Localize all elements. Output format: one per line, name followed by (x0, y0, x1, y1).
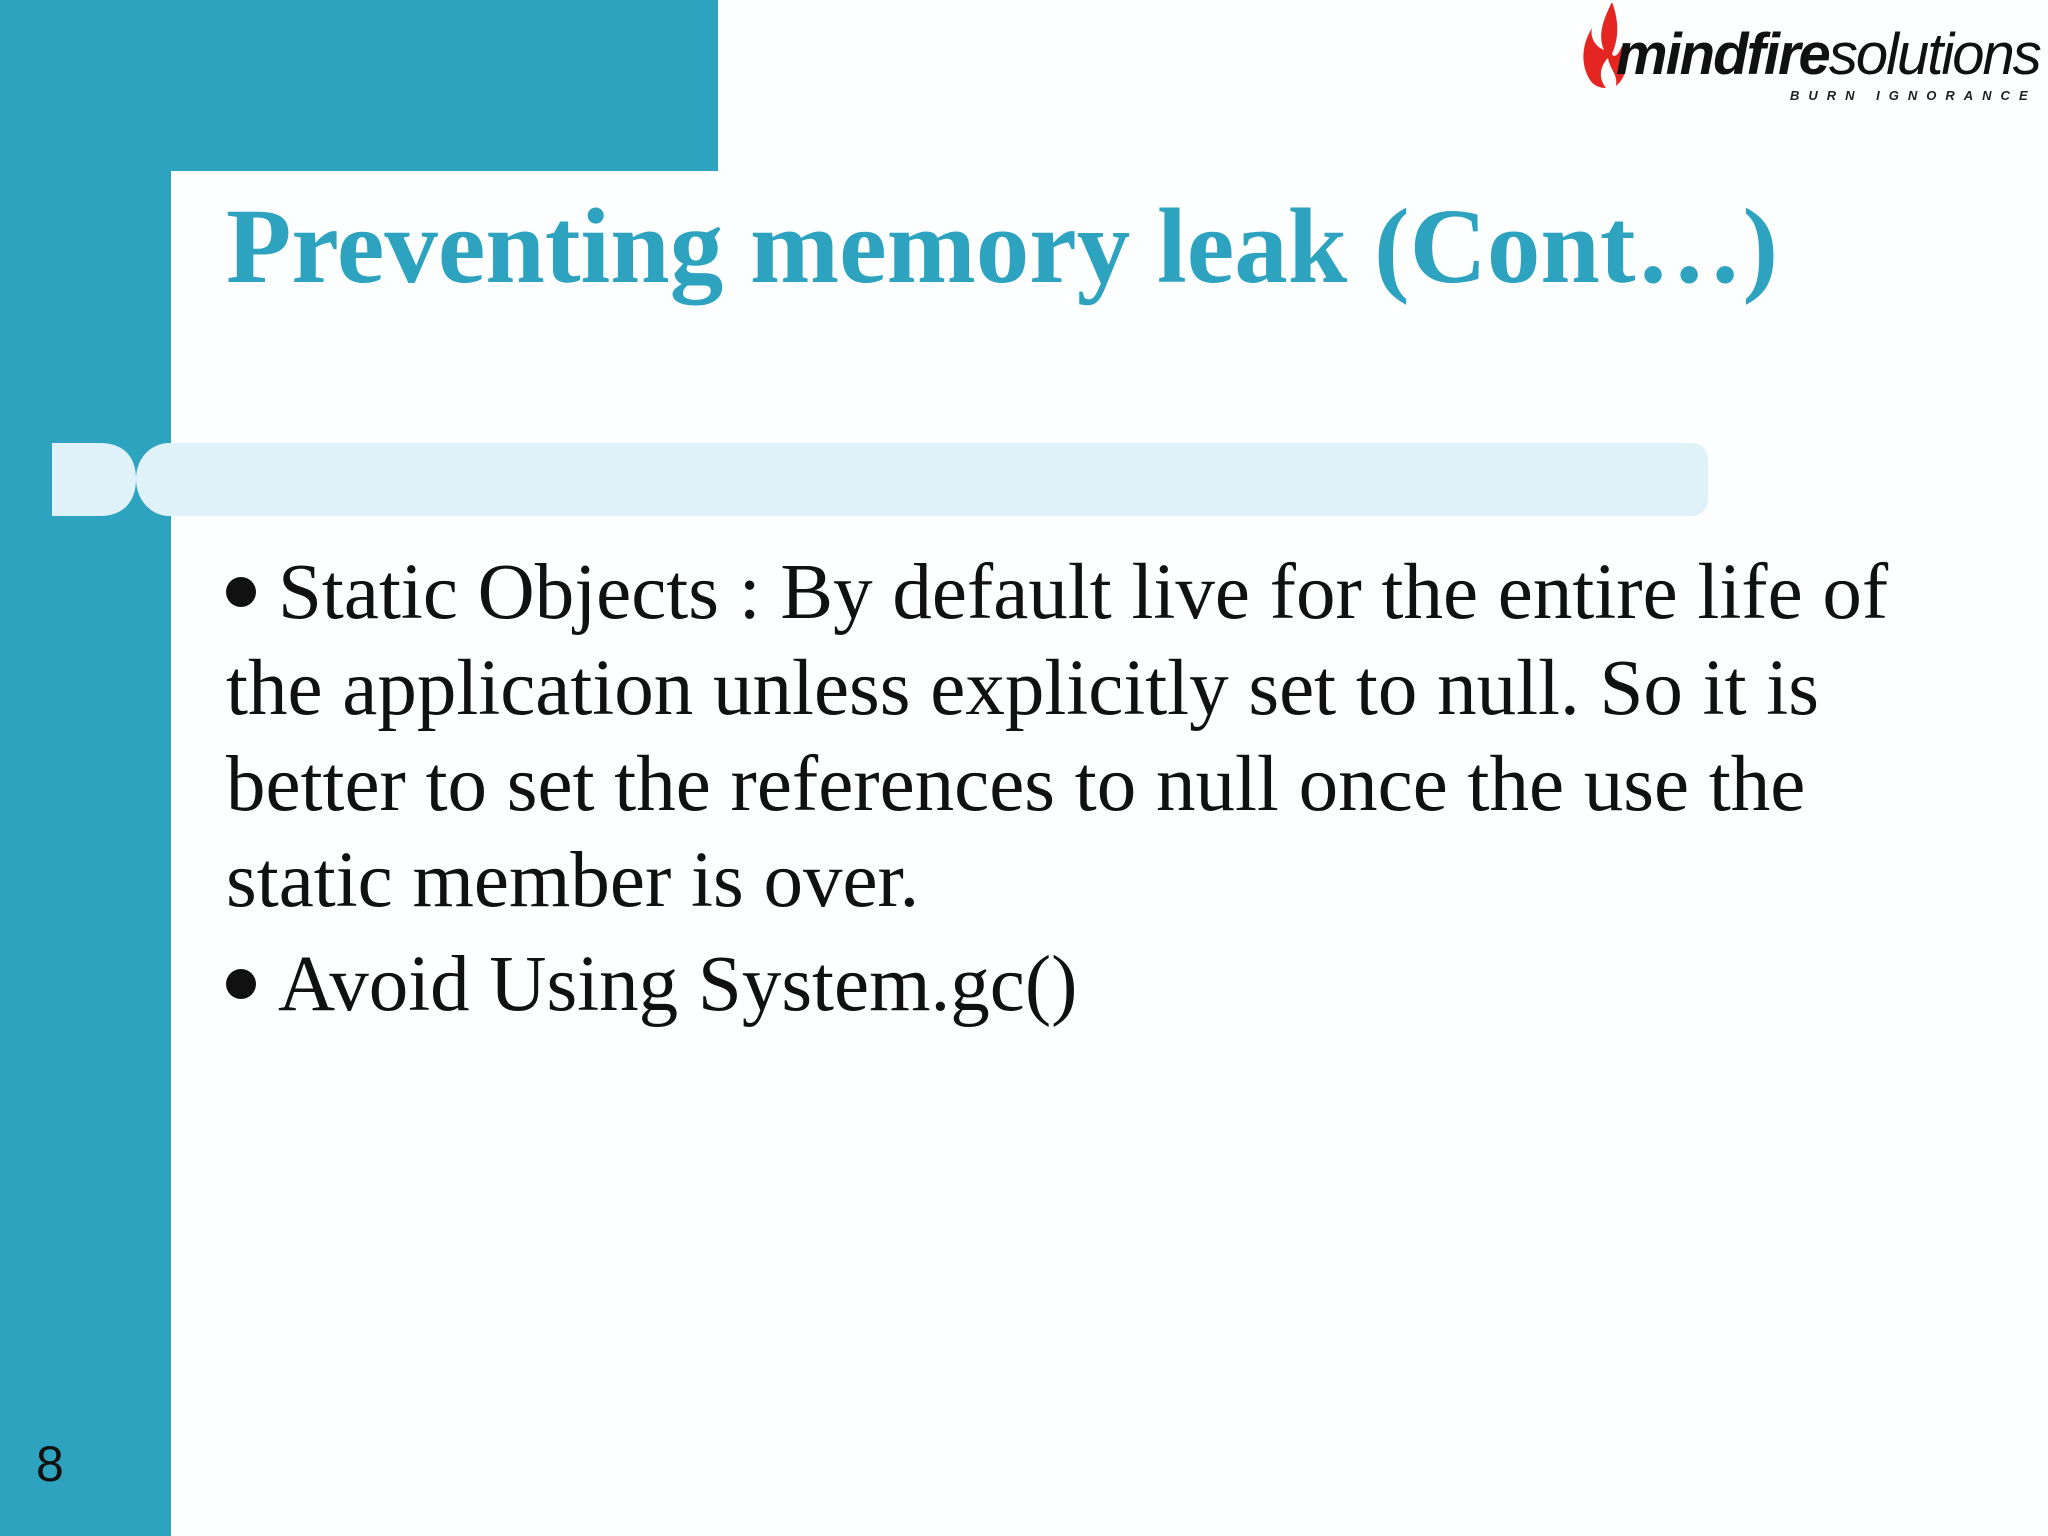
bullet-icon (226, 577, 256, 607)
logo-wordmark (1616, 20, 2040, 90)
page-number: 8 (36, 1436, 64, 1492)
bullet-icon (226, 969, 256, 999)
bullet-list (226, 545, 1966, 1033)
divider-bar-shape (136, 443, 1708, 516)
logo-brand-bold: mindfire (1616, 22, 1829, 87)
company-logo (1578, 0, 2038, 110)
bullet-text: Static Objects : By default live for the entire life of the application unless explicitly set to null. So it is better to set the references to null once the use the static member is over. (226, 549, 1889, 924)
slide-title: Preventing memory leak (Cont…) (226, 188, 1779, 306)
top-accent-band (0, 0, 718, 171)
divider-tab-shape (52, 443, 136, 516)
logo-brand-light: solutions (1828, 22, 2040, 87)
logo-tagline: BURN IGNORANCE (1790, 88, 2037, 103)
title-divider (52, 443, 1708, 516)
bullet-item-static-objects (226, 545, 1966, 929)
left-accent-bar (0, 0, 171, 1536)
bullet-text: Avoid Using System.gc() (278, 941, 1078, 1028)
bullet-item-system-gc (226, 937, 1966, 1033)
